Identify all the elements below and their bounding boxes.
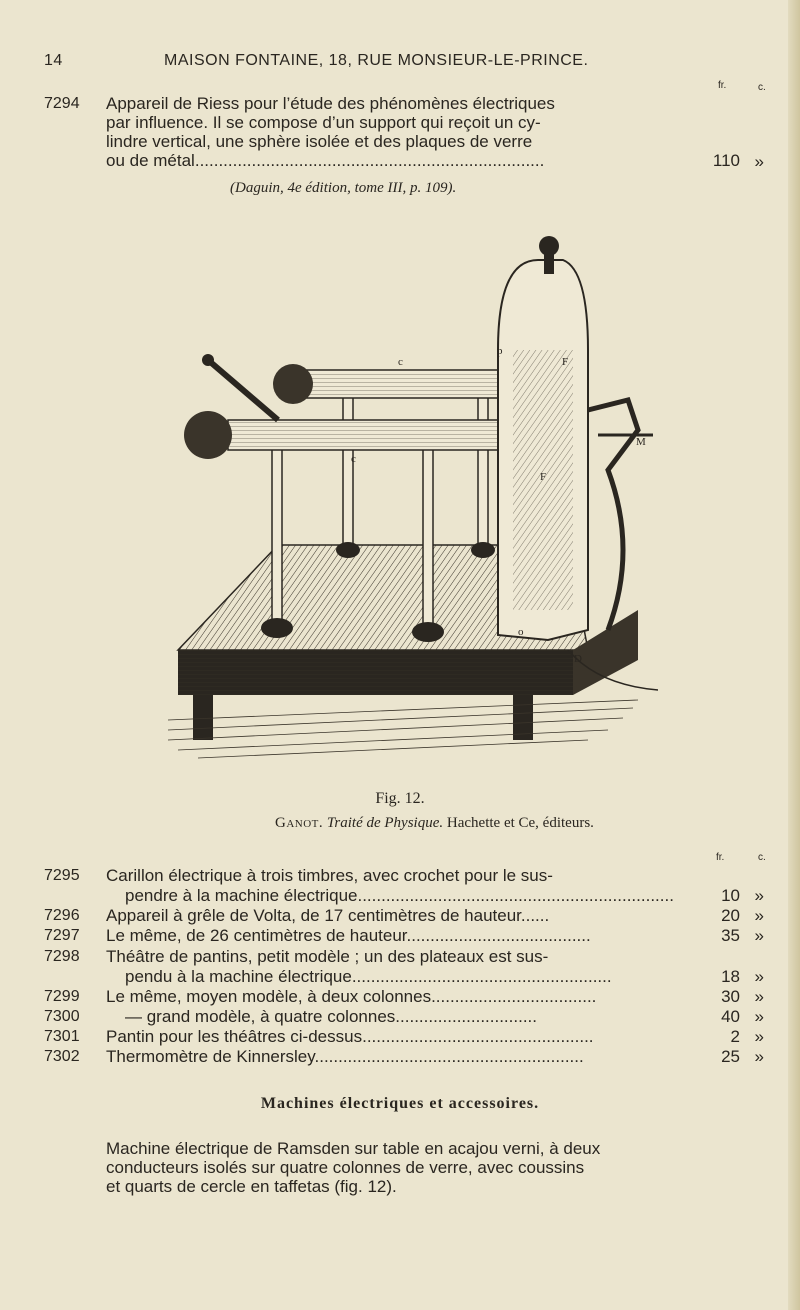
price-c: » (754, 987, 764, 1006)
item-line: Carillon électrique à trois timbres, avec crochet pour le sus- (106, 866, 553, 885)
price-c: » (754, 967, 764, 986)
unit-c-top: c. (758, 82, 766, 93)
credit-publisher: Hachette et Ce, éditeurs. (446, 815, 594, 831)
price-fr: 10 (721, 886, 740, 905)
fig-label-D: D (574, 653, 582, 665)
fig-label-c-upper: c (398, 356, 403, 368)
item-number: 7300 (44, 1008, 80, 1025)
item-line: Appareil de Riess pour l’étude des phénomènes électriques (106, 94, 555, 113)
price-fr: 30 (721, 987, 740, 1006)
item-line: Le même, de 26 centimètres de hauteur (106, 926, 407, 945)
item-number: 7299 (44, 988, 80, 1005)
price-c: » (754, 1047, 764, 1066)
item-number: 7302 (44, 1048, 80, 1065)
item-reference: (Daguin, 4e édition, tome III, p. 109). (230, 180, 457, 196)
dot-leader: ......................................................... (314, 1047, 584, 1066)
fig-label-F-upper: F (562, 356, 569, 368)
item-line: — grand modèle, à quatre colonnes (125, 1007, 396, 1026)
dot-leader: ................................... (431, 987, 597, 1006)
dot-leader: .............................. (395, 1007, 537, 1026)
fig-label-c-lower: c (351, 453, 356, 465)
item-line: ou de métal (106, 151, 195, 170)
page-edge (788, 0, 800, 1310)
paragraph-line: et quarts de cercle en taffetas (fig. 12). (106, 1177, 397, 1196)
dot-leader: ....................................... (406, 926, 591, 945)
price-c: » (754, 1027, 764, 1046)
page-running-title: MAISON FONTAINE, 18, RUE MONSIEUR-LE-PRINCE. (164, 52, 589, 69)
figure-ramsden-machine (168, 230, 658, 775)
fig-label-p: p (497, 345, 503, 357)
item-line: Théâtre de pantins, petit modèle ; un des plateaux est sus- (106, 947, 549, 966)
item-number: 7298 (44, 948, 80, 965)
price-c: » (754, 1007, 764, 1026)
fig-label-o: o (518, 626, 524, 638)
unit-fr-top: fr. (718, 80, 727, 91)
fig-label-M: M (636, 436, 646, 448)
item-number: 7295 (44, 867, 80, 884)
paragraph-line: conducteurs isolés sur quatre colonnes de verre, avec coussins (106, 1158, 585, 1177)
item-number: 7297 (44, 927, 80, 944)
item-line: pendu à la machine électrique (125, 967, 352, 986)
price-fr: 110 (712, 151, 740, 170)
price-c: » (754, 152, 764, 171)
dot-leader: ...... (520, 906, 550, 925)
item-line: Thermomètre de Kinnersley (106, 1047, 315, 1066)
unit-fr-list: fr. (716, 852, 725, 863)
dot-leader: .......................................................................... (194, 151, 545, 170)
item-line: lindre vertical, une sphère isolée et des plaques de verre (106, 132, 533, 151)
price-c: » (754, 886, 764, 905)
section-title: Machines électriques et accessoires. (260, 1095, 540, 1112)
item-line: pendre à la machine électrique (125, 886, 358, 905)
page-number: 14 (44, 52, 63, 69)
figure-caption: Fig. 12. (375, 790, 425, 807)
dot-leader: ................................................. (362, 1027, 594, 1046)
item-line: Appareil à grêle de Volta, de 17 centimètres de hauteur (106, 906, 521, 925)
credit-work: Traité de Physique. (326, 815, 444, 831)
price-c: » (754, 926, 764, 945)
page-header (44, 52, 756, 76)
item-line: Le même, moyen modèle, à deux colonnes (106, 987, 432, 1006)
paragraph-line: Machine électrique de Ramsden sur table en acajou verni, à deux (106, 1139, 601, 1158)
price-fr: 25 (721, 1047, 740, 1066)
fig-label-F-lower: F (540, 471, 547, 483)
price-fr: 18 (721, 967, 740, 986)
price-fr: 35 (721, 926, 740, 945)
dot-leader: ................................................................... (357, 886, 674, 905)
price-c: » (754, 906, 764, 925)
item-line: par influence. Il se compose d’un support qui reçoit un cy- (106, 113, 541, 132)
item-line: Pantin pour les théâtres ci-dessus (106, 1027, 363, 1046)
item-number: 7296 (44, 907, 80, 924)
figure-credit (275, 815, 594, 832)
item-number: 7301 (44, 1028, 80, 1045)
item-number: 7294 (44, 95, 80, 112)
price-fr: 40 (721, 1007, 740, 1026)
engraving-illustration (168, 230, 658, 775)
dot-leader: ....................................................... (351, 967, 612, 986)
unit-c-list: c. (758, 852, 766, 863)
price-fr: 20 (721, 906, 740, 925)
credit-author: Ganot. (275, 815, 324, 831)
price-fr: 2 (730, 1027, 740, 1046)
